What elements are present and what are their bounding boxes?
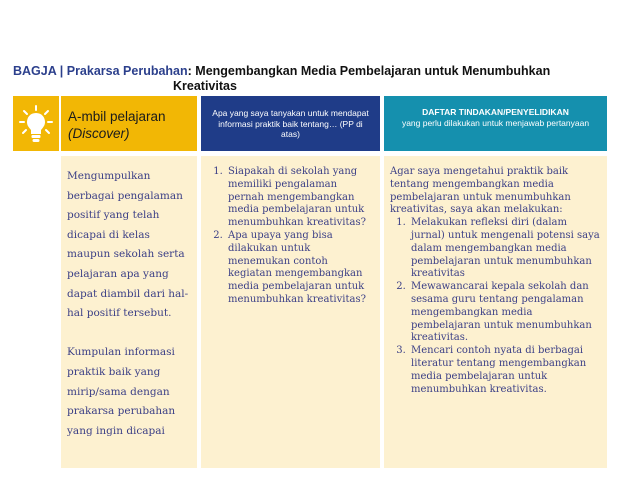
lightbulb-icon [19,104,53,144]
icon-box [13,96,59,151]
title-main: : Mengembangkan Media Pembelajaran untuk Menumbuhkan [187,64,551,78]
list-item: 2. Mewawancarai kepala sekolah dan sesama guru tentang pengalaman mengembangkan media pembelajaran untuk menumbuhkan kreativitas. [409,281,601,345]
title-brand: BAGJA | Prakarsa Perubahan [13,64,188,78]
actions-panel [384,156,607,468]
question-header-text: Apa yang saya tanyakan untuk mendapat informasi praktik baik tentang… (PP di atas) [212,108,369,139]
actions-title: DAFTAR TINDAKAN/PENYELIDIKAN [422,107,569,117]
discover-subtitle: (Discover) [68,126,130,141]
list-item: 1. Melakukan refleksi diri (dalam jurnal) untuk mengenali potensi saya dalam mengembangkan media pembelajaran untuk menumbuhkan kreativitas [409,217,601,281]
discover-title: A-mbil pelajaran [68,109,166,124]
questions-list [207,166,374,307]
discover-paragraph-1: Mengumpulkan berbagai pengalaman positif yang telah dicapai di kelas maupun sekolah serta pelajaran apa yang dapat diambil dari hal-hal positif tersebut. [67,170,189,320]
question-header [201,96,380,151]
actions-intro: Agar saya mengetahui praktik baik tentang mengembangkan media pembelajaran untuk menumbuhkan kreativitas, saya akan melakukan: [390,166,571,216]
list-item: 3. Mencari contoh nyata di berbagai literatur tentang mengembangkan media pembelajaran untuk menumbuhkan kreativitas. [409,345,601,396]
actions-header [384,96,607,151]
title-line2: Kreativitas [173,79,237,93]
page-title [13,64,623,94]
discover-paragraph-2: Kumpulan informasi praktik baik yang mirip/sama dengan prakarsa perubahan yang ingin dicapai [67,346,176,437]
actions-subtitle: yang perlu dilakukan untuk menjawab pertanyaan [401,117,590,128]
list-item: 1. Siapakah di sekolah yang memiliki pengalaman pernah mengembangkan media pembelajaran untuk menumbuhkan kreativitas? [226,166,374,230]
discover-header [61,96,197,151]
list-item: 2. Apa upaya yang bisa dilakukan untuk menemukan contoh kegiatan mengembangkan media pembelajaran untuk menumbuhkan kreativitas? [226,230,374,307]
questions-panel [201,156,380,468]
actions-list [390,217,601,396]
discover-panel [61,156,197,468]
